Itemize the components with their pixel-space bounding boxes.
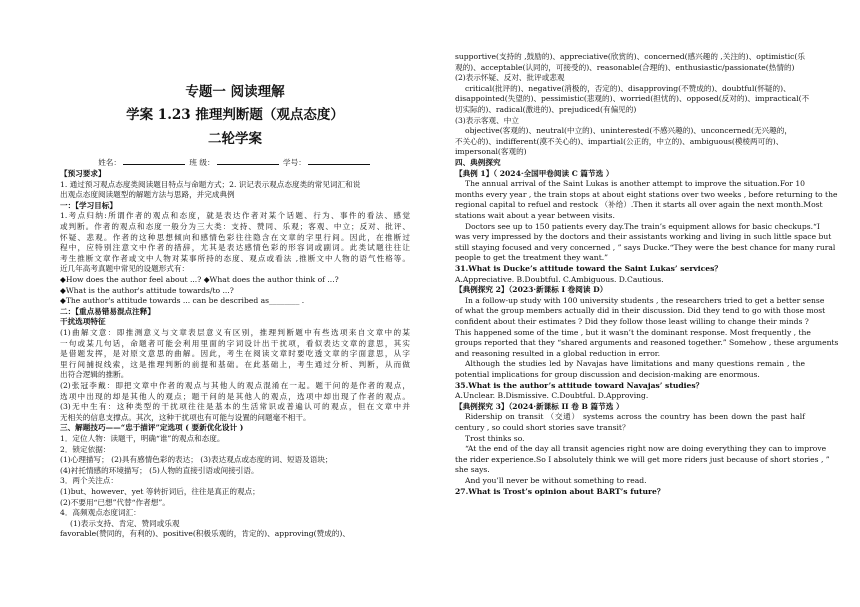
left-text-line: (2)不要用“已想”代替“作者想”。 <box>60 497 170 507</box>
right-text-line: (2)表示怀疑、反对、批评或悲观 <box>455 73 565 83</box>
right-text-line: 不关心的)、indifferent(漠不关心的)、impartial(公正的，中立的)、ambiguous(模棱两可的)、 <box>455 136 784 146</box>
right-text-line: objective(客观的)、neutral(中立的)、uninterested(不感兴趣的)、unconcerned(无兴趣的， <box>465 126 792 136</box>
left-text-line: 干扰选项特征 <box>60 317 106 327</box>
left-text-line: favorable(赞同的，有利的)、positive(积极乐观的，肯定的)、approving(赞成的)、 <box>60 529 350 539</box>
left-text-line: 1.考点归纳:所谓作者的观点和态度，就是表达作者对某个话题、行为、事件的看法、感觉 <box>60 211 410 221</box>
right-text-line: 【典例 1】（ 2024·全国甲卷阅读 C 篇节选 ） <box>455 168 614 178</box>
name-blank <box>123 156 185 165</box>
right-text-line: still staying focused and very concerned , ” says Ducke.“They were the best chance for many rural <box>455 242 836 252</box>
right-text-line: In a follow-up study with 100 university students , the researchers tried to get a better sense <box>465 295 825 305</box>
lesson-title: 学案 1.23 推理判断题（观点态度） <box>126 107 344 123</box>
student-info-line <box>60 156 410 168</box>
right-text-line: Ridership on transit （交通） systems across the country has been down the past half <box>465 412 805 422</box>
right-text-line: the rider experience.So I absolutely think we will get more riders just because of short stories , ” <box>455 454 830 464</box>
left-text-line: 4．高频观点态度词汇： <box>60 508 141 518</box>
class-label: 班 级： <box>189 158 215 167</box>
right-text-line: A.Appreciative. B.Doubtful. C.Ambiguous. D.Cautious. <box>455 274 664 284</box>
right-text-line: 27.What is Trost’s opinion about BART’s future？ <box>455 486 665 496</box>
left-text-line: 三、解题技巧——“忠于描评”定选项 ( 要新优化设计 ) <box>60 423 244 433</box>
left-text-line: 【预习要求】 <box>60 169 106 178</box>
left-text-line: 近几年高考真题中常见的设题形式有： <box>60 264 190 274</box>
left-text-line: 2．锁定依据： <box>60 444 111 454</box>
right-text-line: supportive(支持的 ,鼓励的)、appreciative(欣赏的)、concerned(感兴趣的 ,关注的)、optimistic(乐 <box>455 52 805 61</box>
right-text-line: This happened some of the time , but it wasn’t the dominant response. Most frequently , the <box>455 327 811 337</box>
right-text-line: century , so could short stories save transit？ <box>455 423 630 432</box>
left-text-line: (1)曲解文意：即推测意义与文章表层意义有区别，推理判断题中有些选项来自文章中的某 <box>60 328 410 337</box>
left-text-line: 怀疑、悲观。作者的这种思想倾向和感情色彩往往隐含在文章的字里行间。因此，在推断过 <box>60 232 410 242</box>
right-text-line: The annual arrival of the Saint Lukas is another attempt to improve the situation.For 10 <box>465 179 805 189</box>
right-text-line: 31.What is Ducke’s attitude toward the Saint Lukas’ services？ <box>455 264 722 273</box>
left-text-line: (4)衬托情感的环境描写； (5)人物的直接引语或间接引语。 <box>60 465 259 475</box>
right-text-line: months every year , the train stops at about eight stations over two weeks , before returning to the <box>455 189 838 199</box>
right-text-line: confident about their estimates ? Did they follow those least willing to change their minds ? <box>455 317 809 326</box>
left-text-line: (1)表示支持、肯定、赞同或乐观 <box>70 518 180 528</box>
right-text-line: 观的)、acceptable(认同的，可接受的)、reasonable(合理的)、enthusiastic/passionate(热情的) <box>455 62 795 72</box>
right-text-line: critical(批评的)、negative(消极的，否定的)、disapproving(不赞成的)、doubtful(怀疑的)、 <box>465 83 791 93</box>
right-text-line: 四、典例探究 <box>455 158 501 167</box>
right-text-line: 【典例探究 2】（2023·新课标 I 卷阅读 D） <box>455 285 608 295</box>
left-text-line: ◆How does the author feel about ...? ◆What does the author think of ...? <box>60 275 339 284</box>
right-text-line: was very impressed by the doctors and their assistants working and living in such little space but <box>455 232 832 242</box>
left-text-line: 程中，应特别注意文中作者的措辞，尤其是表达感情色彩的形容词或副词。此类试题往往让 <box>60 243 410 253</box>
left-text-line: 里行间捕捉线索，这是推理判断的前提和基础。在此基础上，考生通过分析、判断，从而做 <box>60 359 410 369</box>
left-text-line: 考生推断文章作者或文中人物对某事所持的态度、观点或看法 ,推断文中人物的语气性格等。 <box>60 253 410 263</box>
left-text-line: 出观点态度阅读题型的解题方法与思路，并完成典例 <box>60 190 235 200</box>
class-blank <box>217 156 279 165</box>
left-text-line: ◆The author's attitude towards ... can be described as________ . <box>60 296 305 306</box>
left-text-line: 选项中出现的却是其他人的观点；题干问的是其他人的观点，选项中却出现了作者的观点。 <box>60 391 410 401</box>
right-text-line: of what the group members actually did in their discussion. Did they tend to go with those most <box>455 306 826 316</box>
left-text-line: ◆What is the author's attitude towards/to ...? <box>60 285 234 295</box>
left-text-line: 是借题发挥，是对原文意思的曲解。因此，考生在阅读文章时要吃透文章的字面意思，从字 <box>60 349 410 359</box>
right-text-line: Doctors see up to 150 patients every day.The train’s equipment allows for basic checkups.“I <box>465 221 820 231</box>
number-label: 学号： <box>283 158 306 167</box>
left-text-line: (1)but、however、yet 等转折词后，往往是真正的观点； <box>60 487 260 496</box>
left-text-line: 1．定位人物：读题干，明确“谁”的观点和态度。 <box>60 434 225 443</box>
right-text-line: 【典例探究 3】（2024·新课标 II 卷 B 篇节选 ） <box>455 401 624 411</box>
right-text-line: Trost thinks so. <box>465 433 525 443</box>
right-text-line: and reasoning resulted in a global reduction in error. <box>455 348 660 358</box>
right-text-line: regional capital to refuel and restock （补给）.Then it starts all over again the next month.Most <box>455 200 823 210</box>
right-text-line: potential implications for group discussion and decision-making are enormous. <box>455 370 760 379</box>
left-text-line: 或判断。作者的观点和态度一般分为三大类：支持、赞同、乐观；客观、中立；反对、批评、 <box>60 222 410 231</box>
left-text-line: (1)心理描写； (2)具有感情色彩的表达； (3)表达观点或态度的词、短语及语块； <box>60 455 333 465</box>
left-text-line: 3．两个关注点： <box>60 476 118 486</box>
number-blank <box>308 156 370 165</box>
left-text-line: 一：【学习目标】 <box>60 200 117 210</box>
topic-title: 专题一 阅读理解 <box>185 84 285 100</box>
right-text-line: disappointed(失望的)、pessimistic(悲观的)、worried(担忧的)、opposed(反对的)、impractical(不 <box>455 94 810 104</box>
left-text-line: 出符合逻辑的推断。 <box>60 370 129 380</box>
right-text-line: people to get the treatment they want.” <box>455 253 609 263</box>
left-text-line: (3)无中生有：这种类型的干扰项往往是基本的生活常识或普遍认可的观点，但在文章中并 <box>60 402 410 412</box>
right-text-line: (3)表示客观、中立 <box>455 115 519 125</box>
left-text-line: 无相关的信息支撑点。其次，这种干扰项也有可能与设置的问题毫不相干。 <box>60 412 311 422</box>
right-text-line: she says. <box>455 465 490 475</box>
left-text-line: (2)张冠李戴：即把文章中作者的观点与其他人的观点混淆在一起。题干问的是作者的观点， <box>60 381 410 390</box>
left-text-line: 一句或某几句话，命题者可能会利用里面的字词设计出干扰项，看似表达文章的意思，其实 <box>60 338 410 348</box>
right-text-line: 35.What is the author’s attitude toward Navajas’ studies？ <box>455 380 704 390</box>
right-text-line: A.Unclear. B.Dismissive. C.Doubtful. D.Approving. <box>455 391 649 401</box>
right-text-line: stations wait about a year between visits. <box>455 211 615 220</box>
review-subtitle: 二轮学案 <box>208 131 262 147</box>
left-text-line: 1. 通过预习观点态度类阅读题目特点与命题方式；2. 识记表示观点态度类的常见词汇和说 <box>60 179 361 189</box>
right-text-line: impersonal(客观的) <box>455 147 527 157</box>
right-text-line: And you’ll never be without something to read. <box>465 476 647 485</box>
name-label: 姓名： <box>98 158 121 167</box>
right-text-line: groups reported that they “shared arguments and reasoned together.” Somehow , these arguments <box>455 338 839 348</box>
left-text-line: 二：【重点易错易混点注释】 <box>60 306 155 316</box>
right-text-line: Although the studies led by Navajas have limitations and many questions remain , the <box>465 359 805 369</box>
right-text-line: 切实际的)、radical(激进的)、prejudiced(有偏见的) <box>455 105 637 114</box>
right-text-line: “At the end of the day all transit agencies right now are doing everything they can to improve <box>465 444 827 454</box>
